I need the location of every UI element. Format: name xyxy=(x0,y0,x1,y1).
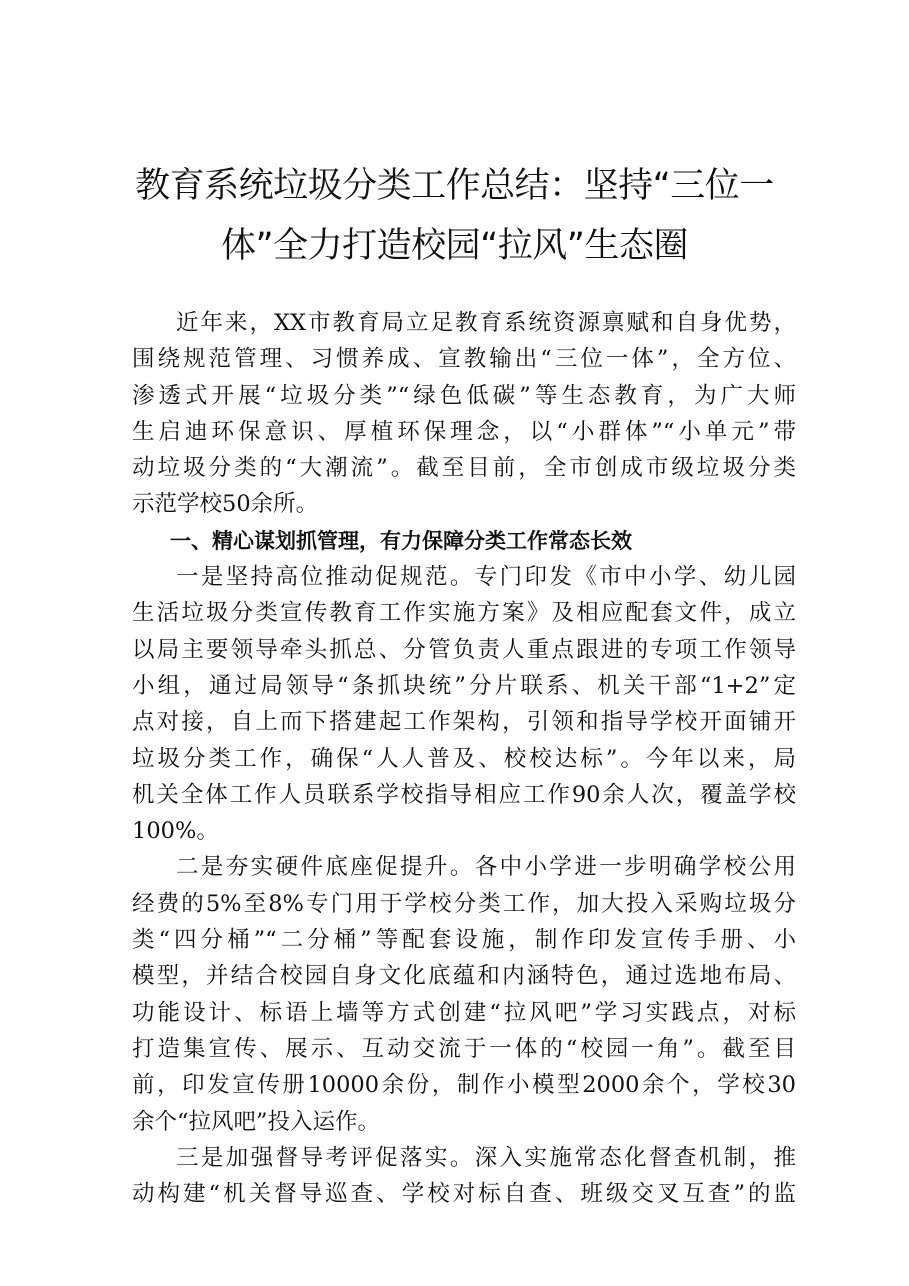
paragraph-line: 100%。 xyxy=(132,818,219,845)
paragraph-line: 类“四分桶”“二分桶”等配套设施，制作印发宣传手册、小 xyxy=(132,927,796,954)
paragraph-line: 点对接，自上而下搭建起工作架构，引领和指导学校开面铺开 xyxy=(132,709,796,736)
section-heading: 一、精心谋划抓管理，有力保障分类工作常态长效 xyxy=(170,528,632,553)
paragraph-line: 动垃圾分类的“大潮流”。截至目前，全市创成市级垃圾分类 xyxy=(132,455,796,482)
paragraph-line: 机关全体工作人员联系学校指导相应工作90余人次，覆盖学校 xyxy=(132,781,796,808)
paragraph-line: 模型，并结合校园自身文化底蕴和内涵特色，通过选地布局、 xyxy=(132,963,796,990)
document-title-line-1: 教育系统垃圾分类工作总结：坚持“三位一 xyxy=(135,166,774,206)
paragraph-line: 围绕规范管理、习惯养成、宣教输出“三位一体”，全方位、 xyxy=(132,346,796,373)
paragraph-line: 近年来，XX市教育局立足教育系统资源禀赋和自身优势， xyxy=(176,310,796,336)
paragraph-line: 功能设计、标语上墙等方式创建“拉风吧”学习实践点，对标 xyxy=(132,999,796,1026)
paragraph-line: 二是夯实硬件底座促提升。各中小学进一步明确学校公用 xyxy=(176,854,796,881)
paragraph-line: 三是加强督导考评促落实。深入实施常态化督查机制，推 xyxy=(176,1144,796,1171)
paragraph-line: 经费的5%至8%专门用于学校分类工作，加大投入采购垃圾分 xyxy=(132,890,796,917)
paragraph-line: 生启迪环保意识、厚植环保理念，以“小群体”“小单元”带 xyxy=(132,418,796,445)
paragraph-line: 动构建“机关督导巡查、学校对标自查、班级交叉互查”的监 xyxy=(132,1181,796,1208)
paragraph-line: 渗透式开展“垃圾分类”“绿色低碳”等生态教育，为广大师 xyxy=(132,382,796,409)
paragraph-line: 小组，通过局领导“条抓块统”分片联系、机关干部“1+2”定 xyxy=(132,672,796,699)
paragraph-line: 垃圾分类工作，确保“人人普及、校校达标”。今年以来，局 xyxy=(132,745,796,772)
paragraph-line: 前，印发宣传册10000余份，制作小模型2000余个，学校30 xyxy=(132,1072,796,1099)
document-title-line-2: 体”全力打造校园“拉风”生态圈 xyxy=(221,226,688,266)
document-body xyxy=(132,305,796,1212)
paragraph-line: 生活垃圾分类宣传教育工作实施方案》及相应配套文件，成立 xyxy=(132,600,796,627)
paragraph-line: 以局主要领导牵头抓总、分管负责人重点跟进的专项工作领导 xyxy=(132,636,796,663)
paragraph-line: 打造集宣传、展示、互动交流于一体的“校园一角”。截至目 xyxy=(132,1035,796,1062)
paragraph-line: 余个“拉风吧”投入运作。 xyxy=(132,1108,381,1135)
paragraph-line: 一是坚持高位推动促规范。专门印发《市中小学、幼儿园 xyxy=(176,564,796,591)
paragraph-line: 示范学校50余所。 xyxy=(132,491,319,518)
